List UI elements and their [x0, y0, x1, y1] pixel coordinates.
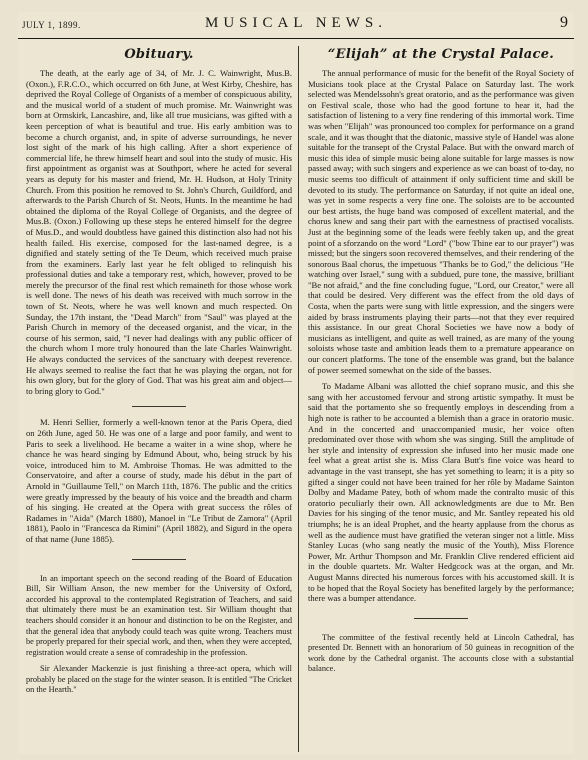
lincoln-paragraph: The committee of the festival recently held at Lincoln Cathedral, has presented Dr. Bennett with an honorarium of 50 guineas in recognition of the work done by the Cathedral organist. The accounts close with a substantial balance.: [308, 632, 574, 674]
registration-paragraph: In an important speech on the second reading of the Board of Education Bill, Sir William Anson, the new member for the University of Oxford, accorded his approval to the contemplated Registration of Teachers, and said that ultimately there must be an examination test. Sir William thought that teachers should consider it an honour and distinction to be on the Register, and that the general idea that anybody could teach was quite wrong. Teachers must be properly prepared for their special work, and then, when they were accepted, registration would create a sense of comradeship in the profession.: [26, 573, 292, 657]
obituary-heading: Obituary.: [124, 47, 194, 62]
elijah-paragraph-2: To Madame Albani was allotted the chief soprano music, and this she sang with her accustomed fervour and strong artistic sympathy. It must be said that the portamento she so frequently employs in descending from a high note is rather to be accounted a blemish than a grace in oratorio music. And in the concerted and unaccompanied music, her voice often predominated over those with whom she was singing. Still the amplitude of her style and intensity of expression she infused into her music made one feel what a great artist she is. Miss Clara Butt's fine voice was heard to advantage in the vast transept, she has yet something to learn; it is a pity so gifted a singer could not have been trained for her rôle by Madame Sainton Dolby and Madame Patey, both of whom made the contralto music of this oratorio peculiarly their own. All acknowledgments are due to Mr. Ben Davies for his singing of the tenor music, and Mr. Santley repeated his old triumphs; he is an ideal Prophet, and the hearty applause from the chorus as well as the audience must have gratified the veteran singer not a little. Miss Stanley Lucas (who sang neatly the music of the Youth), Miss Florence Power, Mr. Arthur Thompson and Mr. Franklin Clive rendered efficient aid in the double quartets. Mr. Walter Hedgcock was at the organ, and Mr. August Manns directed his numerous forces with his accustomed skill. It is to be hoped that the Royal Society has benefited largely by the performance; there was a bumper attendance.: [308, 381, 574, 604]
section-separator: [414, 618, 468, 619]
mackenzie-paragraph: Sir Alexander Mackenzie is just finishing a three-act opera, which will probably be placed on the stage for the winter season. It is entitled "The Cricket on the Hearth.": [26, 664, 292, 695]
left-column: [26, 45, 292, 696]
publication-title: MUSICAL NEWS.: [205, 15, 387, 31]
obituary-sellier: M. Henri Sellier, formerly a well-known tenor at the Paris Opera, died on 26th June, aged 50. He was one of a large and poor family, and went to Paris to seek a livelihood. He became a waiter in a wine shop, where he chance he was heard singing by Edmund About, who, being struck by his voice, introduced him to M. Ambroise Thomas. He was admitted to the Conservatoire, and after a course of study, made his début in the part of Arnold in "Guillaume Tell," on March 11th, 1876. The public and the critics were greatly impressed by the beauty of his voice and the breadth and charm of his singing. He created at the Opera with great success the rôles of Radames in "Aida" (March 1880), Manoel in "Le Tribut de Zamora" (April 1881), Paolo in "Francesca da Rimini" (April 1882), and Sigurd in the opera of that name (June 1885).: [26, 417, 292, 544]
column-divider: [298, 46, 299, 752]
page-number: 9: [560, 14, 568, 31]
obituary-wainwright: The death, at the early age of 34, of Mr. J. C. Wainwright, Mus.B. (Oxon.), F.R.C.O., which occurred on 6th June, at West Kirby, Cheshire, has deprived the Royal College of Organists of a member of conspicuous ability, and the musical world of a student of much promise. Mr. Wainwright was born at Ormskirk, Lancashire, and, like all true musicians, was gifted with a keen perception of what is beautiful and true. His early ambition was to become a church organist, and, in spite of adverse surroundings, he never lost sight of the mark of his high calling. After a short experience of commercial life, he threw himself heart and soul into the study of music. His first appointment as organist was at Southport, where he acted for several years as deputy for his master and friend, Mr. H. Hudson, at Holy Trinity Church. From this position he removed to St. John's Church, Guildford, and afterwards to the Parish Church of St. Neots, Hunts. In the meantime he had obtained the diploma of the Royal College of Organists, and the degree of Mus.B. (Oxon.) Following up these steps he entered himself for the degree of Mus.D., and would doubtless have gained this distinction also had not his health failed. His exercise, composed for the last-named degree, is a dignified and stately setting of the Te Deum, which received much praise from the examiners. Early last year he felt obliged to relinquish his professional duties and take a temporary rest, which, however, proved to be merely the precursor of the final rest which remaineth for those whose work is well done. The news of his death was received with much sorrow in the town of St. Neots, where he was well known and much respected. On Sunday, the 17th instant, the "Dead March" from "Saul" was played at the Parish Church in memory of the deceased organist, and the vicar, in the course of his sermon, said, "I never had dealings with any public officer of the church whom I more truly honoured than the late Charles Wainwright. He always conducted the services of the sanctuary with deepest reverence. He always seemed to realise the fact that he was playing the organ, not for his own glory, but for the glory of God. That was his great aim and object—to bring glory to God.": [26, 68, 292, 396]
right-column: [308, 45, 574, 675]
section-separator: [132, 406, 186, 407]
elijah-paragraph-1: The annual performance of music for the benefit of the Royal Society of Musicians took place at the Crystal Palace on Saturday last. The work selected was Mendelssohn's great oratorio, and as the performance was given on Festival scale, those who had the good fortune to hear it, had the satisfaction of listening to a very fine rendering of this immortal work. Time was when "Elijah" was pronounced too complex for performance on a grand scale, and it was thought that the diatonic, massive style of Handel was alone suitable for the transept of the Crystal Palace. But with the onward march of music this idea of simple music being alone suitable for large masses is now passed away; with such singers and experience as we can boast of to-day, no music seems too difficult of attainment if only sufficient time and skill be devoted to its study. The performance on Saturday, if not quite an ideal one, was yet in some respects a very fine one. The soloists are to be accounted our best artists, the huge band was composed of excellent material, and the chorus knew and sang their part with the earnestness of practised vocalists. Just at the beginning some of the leads were feebly taken up, and the great point of a sforzando on the word "Lord" ("bow Thine ear to our prayer") was missed; but the singers soon recovered themselves, and their rendering of the sonorous Baal chorus, the impetuous "Thanks be to God," the delicious "He watching over Israel," sung with a subdued, pure tone, the massive, brilliant "Be not afraid," and the fine concluding fugue, "Lord, our Creator," were all that could be desired. Very different was the effect from the old days of Costa, when the parts were sung with little expression, and the singers were aided by brass instruments playing their parts—not that they ever required this assistance. In our great Choral Societies we have now a body of musicians as intelligent, and quite as well trained, as are many of the young soloists whose taste and ambition leads them to a premature appearance on our concert platforms. The tone of the ensemble was grand, but the balance of power seemed somewhat on the side of the basses.: [308, 68, 574, 375]
section-separator: [132, 559, 186, 560]
elijah-heading: “Elijah” at the Crystal Palace.: [327, 47, 555, 62]
page-header: [18, 12, 574, 36]
header-rule: [18, 38, 574, 39]
issue-date: JULY 1, 1899.: [22, 20, 81, 30]
newspaper-page: [18, 12, 574, 754]
